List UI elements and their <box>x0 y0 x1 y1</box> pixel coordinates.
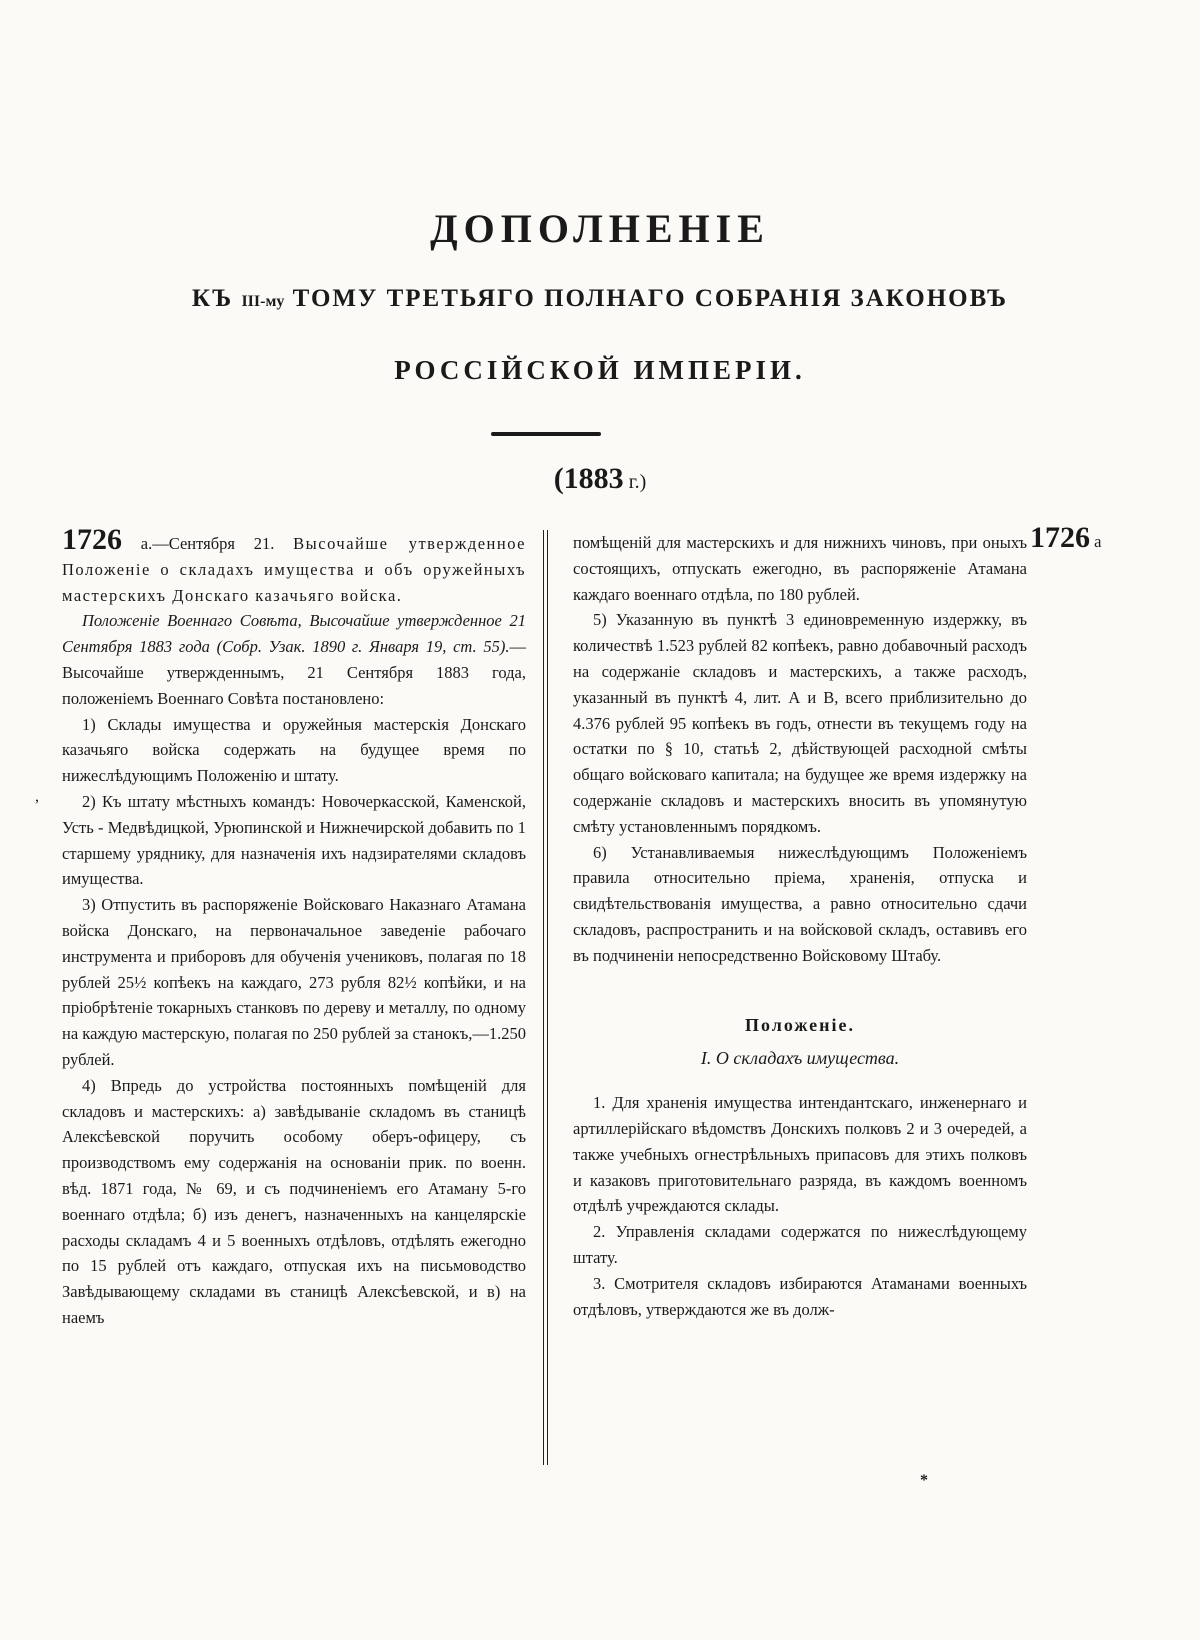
section-title: Положеніе. <box>744 1014 856 1035</box>
year-suffix: г.) <box>623 471 647 493</box>
margin-mark: , <box>35 788 39 805</box>
paragraph-4: 4) Впредь до устройства постоянныхъ помѣщеній для складовъ и мастерскихъ: а) завѣдываніе складомъ въ станицѣ Алексѣевской поручить особому оберъ-офицеру, съ производствомъ ему содержанія на основаніи прик. по военн. вѣд. 1871 года, № 69, и съ подчиненіемъ его Атаману 5-го военнаго отдѣла; б) изъ денегъ, назначенныхъ на канцелярскіе расходы складамъ 4 и 5 военныхъ отдѣловъ, отдѣлять ежегодно по 15 рублей отъ каждаго, отпуская ихъ на письмоводство Завѣдывающему складами въ станицѣ Алексѣевской, и в) на наемъ <box>62 1075 526 1327</box>
page-subtitle-empire: РОССІЙСКОЙ ИМПЕРІИ. <box>394 355 806 385</box>
entry-title: Высочайше утвержденное Положеніе о складахъ имущества и объ оружейныхъ мастерскихъ Донскаго казачьяго войска. <box>62 534 526 605</box>
citation: Положеніе Военнаго Совѣта, Высочайше утвержденное 21 Сентября 1883 года (Собр. Узак. 1890 г. Января 19, ст. 55). <box>62 611 526 657</box>
article-3: 3. Смотрителя складовъ избираются Атаманами военныхъ отдѣловъ, утверждаются же въ долж- <box>573 1273 1027 1319</box>
subtitle-pre: КЪ <box>191 285 242 312</box>
section-subtitle: I. О складахъ имущества. <box>700 1048 900 1069</box>
subtitle-volume: III-му <box>241 293 285 310</box>
entry-date: а.—Сентября 21. <box>122 534 294 553</box>
left-column <box>62 523 526 1331</box>
year-main: (1883 <box>553 462 624 495</box>
page-subtitle <box>0 285 1200 313</box>
paragraph-3: 3) Отпустить въ распоряженіе Войсковаго Наказнаго Атамана войска Донскаго, на первоначальное заведеніе рабочаго инструмента и приборовъ для обученія учениковъ, полагая по 18 рублей 25½ копѣекъ на каждаго, 273 рубля 82½ копѣйки, и на пріобрѣтеніе токарныхъ станковъ по дереву и металлу, по одному на каждую мастерскую, полагая по 250 рублей за станокъ,—1.250 рублей. <box>62 895 526 1069</box>
paragraph-5: 5) Указанную въ пунктѣ 3 единовременную издержку, въ количествѣ 1.523 рублей 82 копѣекъ, равно добавочный расходъ на содержаніе складовъ и мастерскихъ, а также расходъ, указанный въ пунктѣ 4, лит. А и В, всего приблизительно до 4.376 рублей 95 копѣекъ въ годъ, отнести въ текущемъ году на остатки по § 10, статьѣ 2, дѣйствующей расходной смѣты общаго войсковаго капитала; на будущее же время издержку на содержаніе складовъ и мастерскихъ вносить въ упомянутую смѣту установленнымъ порядкомъ. <box>573 610 1027 836</box>
paragraph-6: 6) Устанавливаемыя нижеслѣдующимъ Положеніемъ правила относительно пріема, храненія, отпуска и свидѣтельствованія имущества, а равно относительно сдачи складовъ, распространить и на войсковой складъ, оставивъ его въ подчиненіи непосредственно Войсковому Штабу. <box>573 842 1027 965</box>
entry-number: 1726 <box>62 523 122 556</box>
article-1: 1. Для храненія имущества интендантскаго, инженернаго и артиллерійскаго вѣдомствъ Донскихъ полковъ 2 и 3 очередей, а также учебныхъ огнестрѣльныхъ припасовъ для этихъ полковъ и казаковъ приготовительнаго разряда, въ каждомъ военномъ отдѣлѣ учреждаются склады. <box>573 1093 1027 1216</box>
footnote-asterisk: * <box>920 1472 928 1489</box>
paragraph-2: 2) Къ штату мѣстныхъ командъ: Новочеркасской, Каменской, Усть - Медвѣдицкой, Урюпинской и Нижнечирской добавить по 1 старшему уряднику, для назначенія ихъ надзирателями складовъ имущества. <box>62 791 526 889</box>
margin-entry-number <box>1030 518 1101 558</box>
year-heading <box>0 462 1200 496</box>
column-divider <box>547 530 548 1465</box>
subtitle-post: ТОМУ ТРЕТЬЯГО ПОЛНАГО СОБРАНІЯ ЗАКОНОВЪ <box>284 285 1009 312</box>
article-2: 2. Управленія складами содержатся по нижеслѣдующему штату. <box>573 1222 1027 1267</box>
paragraph-1: 1) Склады имущества и оружейныя мастерскія Донскаго казачьяго войска содержать на будущее время по нижеслѣдующимъ Положенію и штату. <box>62 714 526 786</box>
margin-number: 1726 <box>1030 521 1090 554</box>
citation-paragraph <box>62 608 526 711</box>
paragraph-4-continued: помѣщеній для мастерскихъ и для нижнихъ чиновъ, при оныхъ состоящихъ, отпускать ежегодно, въ распоряженіе Атамана каждаго военнаго отдѣла, по 180 рублей. <box>573 533 1027 604</box>
page-title: ДОПОЛНЕНІЕ <box>430 206 770 251</box>
right-column <box>573 530 1027 1322</box>
title-rule <box>491 432 601 436</box>
intro: —Высочайше утвержденнымъ, 21 Сентября 1883 года, положеніемъ Военнаго Совѣта постановлено: <box>62 637 526 708</box>
entry-heading <box>62 523 526 608</box>
column-divider <box>543 530 544 1465</box>
margin-letter: а <box>1090 532 1102 551</box>
